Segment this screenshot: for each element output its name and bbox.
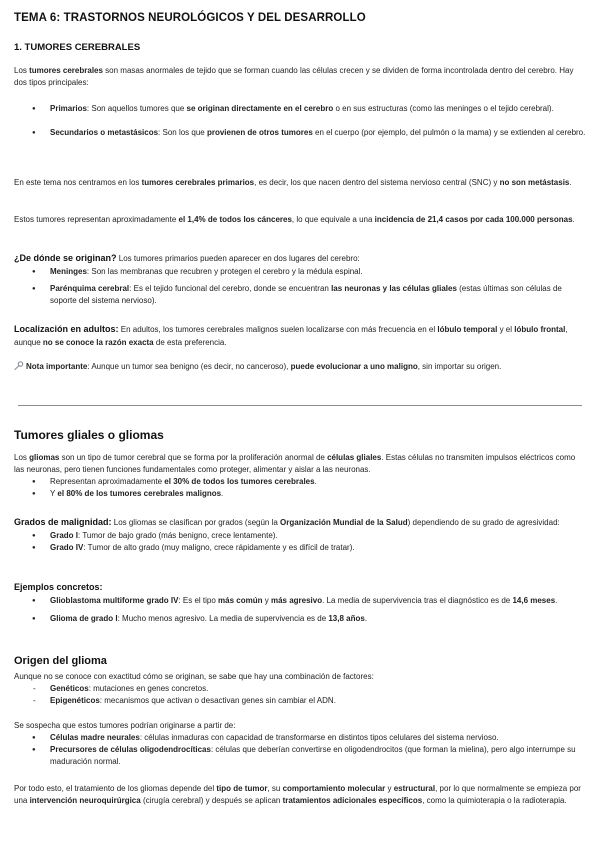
bold-text: tumores cerebrales primarios (141, 178, 255, 187)
bold-text: puede evolucionar a uno maligno (290, 362, 418, 371)
gliomas-block (14, 452, 586, 500)
gliomas-stats-list (14, 476, 586, 500)
bold-text: Genéticos (50, 684, 89, 693)
origen-block (14, 671, 586, 707)
suspect-paragraph: Se sospecha que estos tumores podrían originarse a partir de: (14, 721, 236, 730)
focus-block (14, 177, 586, 189)
bold-text: Parénquima cerebral (50, 283, 130, 293)
bold-text: tratamientos adicionales específicos (282, 796, 423, 805)
bold-text: el 80% de los tumores cerebrales malignos (57, 489, 222, 498)
bold-text: 13,8 años (328, 613, 365, 623)
grades-paragraph (14, 516, 586, 530)
list-item-primarios: ● Primarios: Son aquellos tumores que se originan directamente en el cerebro o en sus estructuras (como las meninges o el tejido cerebral). (14, 103, 586, 115)
list-item-glioblastoma: ● Glioblastoma multiforme grado IV: Es el tipo más común y más agresivo. La media de supervivencia tras el diagnóstico es de 14,6 meses. (14, 595, 586, 607)
origin-list (14, 266, 586, 307)
bold-text: no son metástasis (499, 178, 570, 187)
grades-label: Grados de malignidad: (14, 517, 112, 527)
location-label: Localización en adultos: (14, 324, 119, 334)
section-divider (18, 405, 582, 406)
grades-block (14, 516, 586, 554)
cells-block (14, 720, 586, 768)
factors-list (14, 683, 586, 707)
bold-text: tipo de tumor (216, 784, 268, 793)
location-paragraph (14, 323, 586, 349)
bold-text: Meninges (50, 266, 87, 276)
incidence-block (14, 214, 586, 226)
examples-block (14, 581, 586, 625)
origin-block (14, 252, 586, 307)
location-block (14, 323, 586, 349)
examples-label: Ejemplos concretos: (14, 582, 103, 592)
bold-text: lóbulo frontal (514, 325, 566, 334)
list-item-secundarios: ● Secundarios o metastásicos: Son los que provienen de otros tumores en el cuerpo (por ejemplo, del pulmón o la mama) y se extienden al cerebro. (14, 127, 586, 139)
list-item-grado-iv: ● Grado IV: Tumor de alto grado (muy maligno, crece rápidamente y es difícil de tratar). (14, 542, 586, 554)
tumor-types-list (14, 103, 586, 139)
gliomas-intro-paragraph: Los gliomas son un tipo de tumor cerebral que se forma por la proliferación anormal de células gliales. Estas células no transmiten impulsos eléctricos como las neuronas, pero tienen funciones fundamentales como proteger, alimentar y aislar a las neuronas. (14, 453, 576, 474)
list-item-parenquima: ● Parénquima cerebral: Es el tejido funcional del cerebro, donde se encuentran las neuronas y las células gliales (estas últimas son células de soporte del sistema nervioso). (14, 283, 586, 307)
list-item-geneticos: - Genéticos: mutaciones en genes concretos. (14, 683, 586, 695)
incidence-paragraph: Estos tumores representan aproximadamente el 1,4% de todos los cánceres, lo que equivale a una incidencia de 21,4 casos por cada 100.000 personas. (14, 215, 575, 224)
location-text: En adultos, los tumores cerebrales malignos suelen localizarse con más frecuencia en el lóbulo temporal y el lóbulo frontal, aunque no se conoce la razón exacta de esta preferencia. (14, 325, 568, 347)
bold-text: el 30% de todos los tumores cerebrales (164, 477, 315, 486)
pushpin-icon (14, 361, 24, 370)
origin-paragraph (14, 252, 586, 266)
examples-list (14, 595, 586, 625)
bold-text: comportamiento molecular (282, 784, 386, 793)
note-block (14, 361, 586, 373)
bold-text: estructural (393, 784, 436, 793)
list-item-stat-80: ● Y el 80% de los tumores cerebrales malignos. (14, 488, 586, 500)
cells-list (14, 732, 586, 768)
bold-text: se originan directamente en el cerebro (186, 104, 334, 113)
list-item-stat-30: ● Representan aproximadamente el 30% de todos los tumores cerebrales. (14, 476, 586, 488)
origen-intro: Aunque no se conoce con exactitud cómo se originan, se sabe que hay una combinación de factores: (14, 672, 374, 681)
bold-text: Precursores de células oligodendrocíticas (50, 745, 211, 754)
list-item-celulas-madre: ● Células madre neurales: células inmaduras con capacidad de transformarse en distintos tipos celulares del sistema nervioso. (14, 732, 586, 744)
bold-text: no se conoce la razón exacta (42, 337, 154, 347)
list-item-glioma-grado-i: ● Glioma de grado I: Mucho menos agresivo. La media de supervivencia es de 13,8 años. (14, 613, 586, 625)
list-item-epigeneticos: - Epigenéticos: mecanismos que activan o desactivan genes sin cambiar el ADN. (14, 695, 586, 707)
bold-text: tumores cerebrales (29, 66, 103, 75)
bold-text: Glioblastoma multiforme grado IV (50, 595, 179, 605)
bold-text: 14,6 meses (512, 595, 556, 605)
list-item-precursores: ● Precursores de células oligodendrocíticas: células que deberían convertirse en oligodendrocitos (que forman la mielina), pero algo interrumpe su maduración normal. (14, 744, 586, 768)
list-item-meninges: ● Meninges: Son las membranas que recubren y protegen el cerebro y la médula espinal. (14, 266, 586, 278)
treatment-paragraph: Por todo esto, el tratamiento de los gliomas depende del tipo de tumor, su comportamiento molecular y estructural, por lo que normalmente se empieza por una intervención neuroquirúrgica (cirugía cerebral) y después se aplican tratamientos adicionales específicos, como la quimioterapia o la radioterapia. (14, 784, 581, 805)
bold-text: Primarios (50, 104, 87, 113)
bold-text: células gliales (327, 453, 382, 462)
bold-text: el 1,4% de todos los cánceres (178, 215, 292, 224)
tumores-intro-block (14, 65, 586, 89)
bold-text: lóbulo temporal (437, 325, 498, 334)
section-heading-tumores-cerebrales: 1. TUMORES CEREBRALES (14, 42, 141, 53)
page-title: TEMA 6: TRASTORNOS NEUROLÓGICOS Y DEL DESARROLLO (14, 12, 366, 24)
origin-label: ¿De dónde se originan? (14, 253, 117, 263)
bold-text: intervención neuroquirúrgica (29, 796, 141, 805)
tumores-intro-paragraph: Los tumores cerebrales son masas anormales de tejido que se forman cuando las células crecen y se dividen de forma incontrolada dentro del cerebro. Hay dos tipos principales: (14, 66, 574, 87)
bold-text: Grado IV (50, 542, 84, 552)
tumor-types-block (14, 103, 586, 139)
bold-text: provienen de otros tumores (206, 128, 313, 137)
bold-text: incidencia de 21,4 casos por cada 100.000 personas (374, 215, 573, 224)
note-paragraph (14, 361, 586, 373)
bold-text: las neuronas y las células gliales (331, 283, 457, 293)
bold-text: Epigenéticos (50, 696, 100, 705)
bold-text: Grado I (50, 530, 79, 540)
focus-paragraph: En este tema nos centramos en los tumores cerebrales primarios, es decir, los que nacen dentro del sistema nervioso central (SNC) y no son metástasis. (14, 178, 572, 187)
bold-text: Células madre neurales (50, 733, 140, 742)
bold-text: Glioma de grado I (50, 613, 118, 623)
grades-list (14, 530, 586, 554)
bold-text: Nota importante (26, 362, 88, 371)
origin-intro: Los tumores primarios pueden aparecer en dos lugares del cerebro: (116, 254, 360, 263)
bold-text: más agresivo (270, 595, 323, 605)
bold-text: más común (218, 595, 263, 605)
note-text: Nota importante: Aunque un tumor sea benigno (es decir, no canceroso), puede evolucionar a uno maligno, sin importar su origen. (26, 362, 502, 371)
section-heading-origen: Origen del glioma (14, 655, 107, 667)
section-heading-gliomas: Tumores gliales o gliomas (14, 428, 164, 442)
bold-text: Organización Mundial de la Salud (280, 518, 408, 527)
grades-text: Los gliomas se clasifican por grados (según la Organización Mundial de la Salud) dependiendo de su grado de agresividad: (111, 518, 560, 527)
list-item-grado-i: ● Grado I: Tumor de bajo grado (más benigno, crece lentamente). (14, 530, 586, 542)
treatment-block (14, 783, 586, 807)
bold-text: gliomas (29, 453, 60, 462)
bold-text: Secundarios o metastásicos (50, 128, 159, 137)
